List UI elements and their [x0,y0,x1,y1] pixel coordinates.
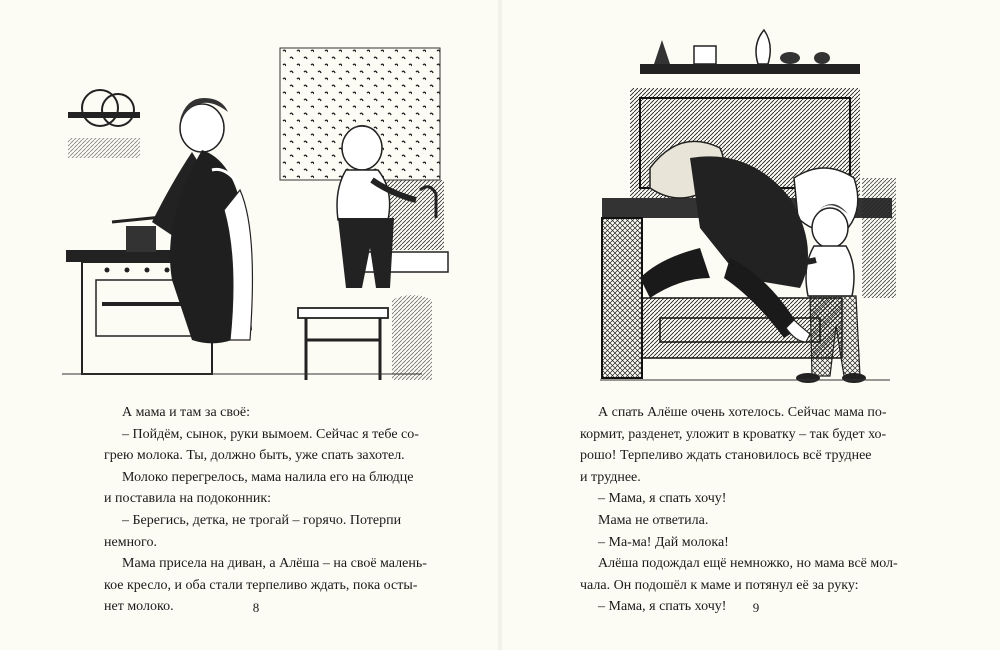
paragraph: – Берегись, детка, не трогай – горячо. Потерпи [122,512,402,528]
paragraph: нет молоко. [104,599,174,615]
illustration-mother-asleep-sofa [590,28,900,388]
page-number: 9 [752,600,760,615]
paragraph: чала. Он подошёл к маме и потянул её за руку: [580,577,859,593]
page-number: 8 [252,600,260,615]
paragraph: – Ма-ма! Дай молока! [598,534,729,550]
paragraph: – Пойдём, сынок, руки вымоем. Сейчас я тебе со- [122,426,419,442]
paragraph: рошо! Терпеливо ждать становилось всё труднее [580,448,872,464]
right-page [500,0,1000,650]
paragraph: кормит, разденет, уложит в кроватку – так будет хо- [580,426,887,442]
paragraph: кое кресло, и оба стали терпеливо ждать, пока осты- [104,577,418,593]
paragraph: – Мама, я спать хочу! [598,599,727,615]
illustration-mother-kitchen [62,40,452,385]
paragraph: А мама и там за своё: [122,405,250,420]
paragraph: Мама присела на диван, а Алёша – на своё малень- [122,556,427,572]
paragraph: немного. [104,534,157,550]
paragraph: и труднее. [580,469,641,485]
paragraph: Молоко перегрелось, мама налила его на блюдце [122,469,414,485]
paragraph: грею молока. Ты, должно быть, уже спать захотел. [104,448,405,464]
right-page-text [580,402,940,618]
paragraph: – Мама, я спать хочу! [598,491,727,507]
paragraph: и поставила на подоконник: [104,491,272,507]
left-page-text [104,402,464,618]
paragraph: А спать Алёше очень хотелось. Сейчас мама по- [598,405,887,420]
paragraph: Мама не ответила. [598,512,709,528]
paragraph: Алёша подождал ещё немножко, но мама всё мол- [598,556,898,572]
